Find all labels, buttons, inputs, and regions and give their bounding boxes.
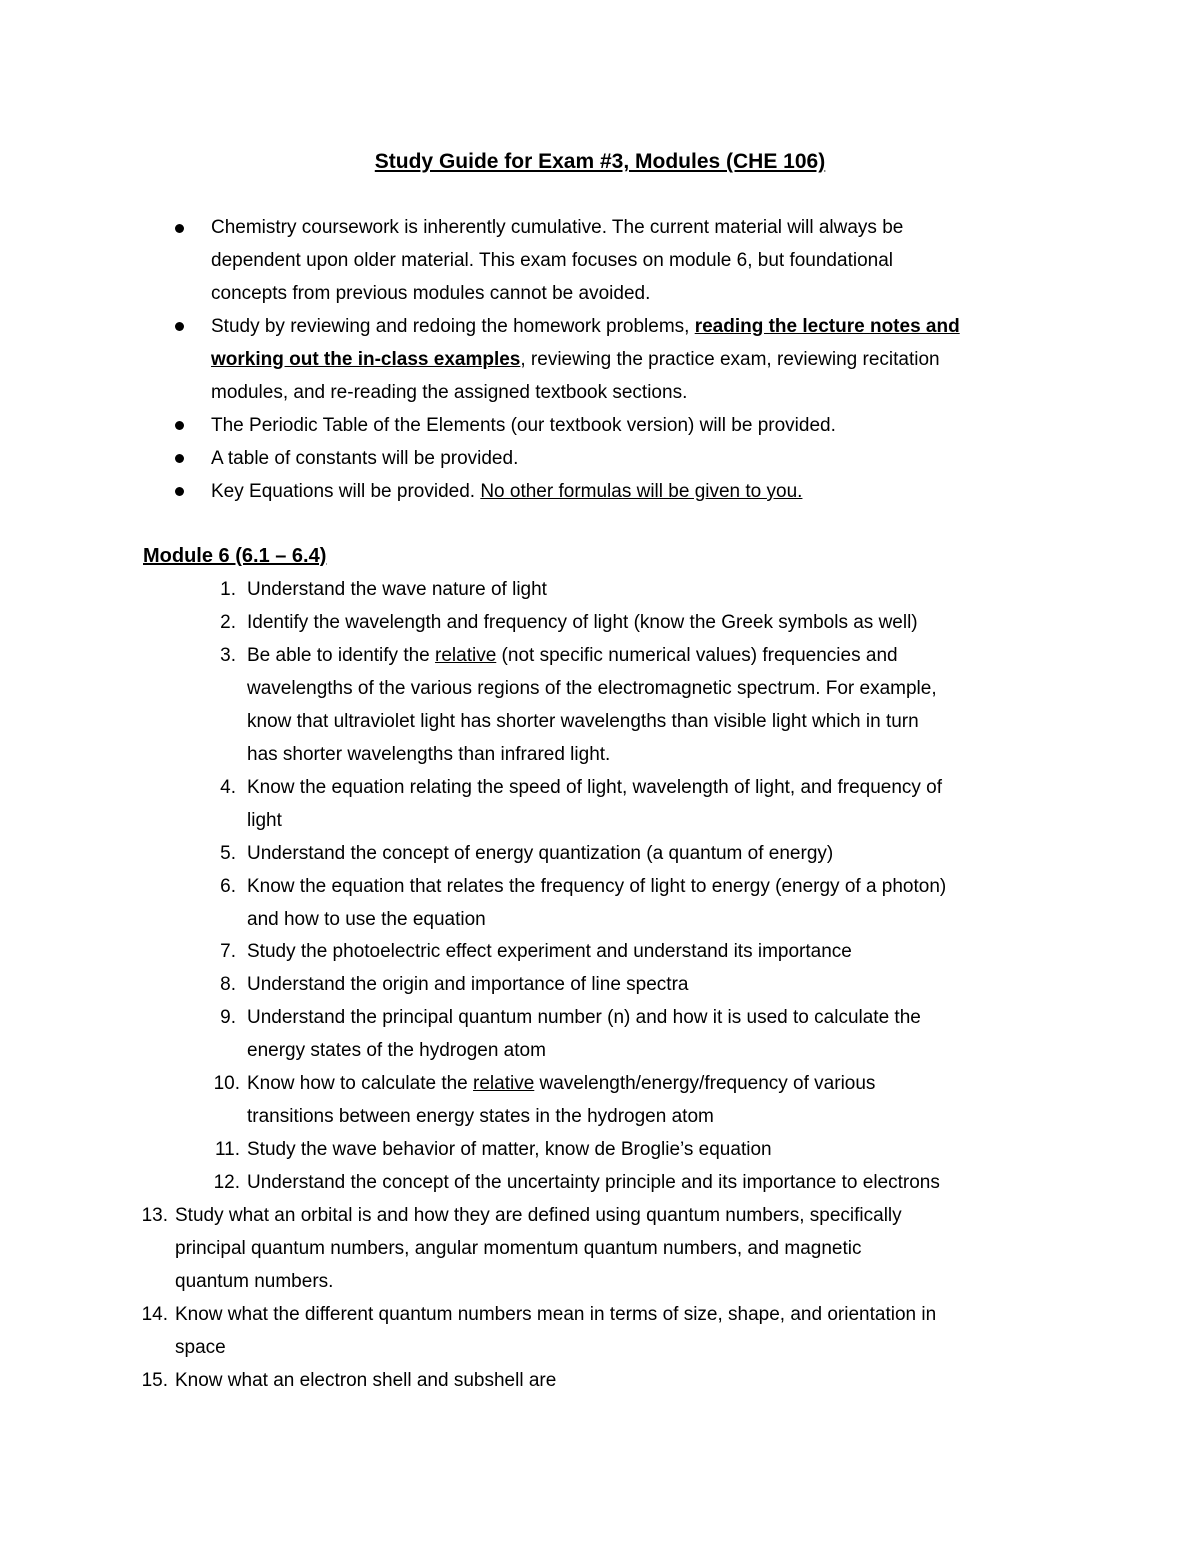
item-number: 10. xyxy=(213,1073,240,1094)
item-6-line-1: Know the equation that relates the frequency of light to energy (energy of a photon) xyxy=(247,876,947,897)
item-number: 1. xyxy=(220,579,236,600)
item-3-line-4: has shorter wavelengths than infrared light. xyxy=(247,744,611,765)
item-13-line-3: quantum numbers. xyxy=(175,1271,334,1292)
item-3-underlined: relative xyxy=(435,645,497,666)
bullet-2-emphasis-cont: working out the in-class examples xyxy=(211,349,521,370)
item-5-line-1: Understand the concept of energy quantization (a quantum of energy) xyxy=(247,843,834,864)
item-13-line-2: principal quantum numbers, angular momentum quantum numbers, and magnetic xyxy=(175,1238,862,1259)
item-3-line-2: wavelengths of the various regions of the electromagnetic spectrum. For example, xyxy=(247,678,937,699)
item-4-line-2: light xyxy=(247,810,282,831)
bullet-2-line-2 xyxy=(211,345,940,375)
item-number: 2. xyxy=(220,612,236,633)
item-4-line-1: Know the equation relating the speed of light, wavelength of light, and frequency of xyxy=(247,777,943,798)
item-number: 5. xyxy=(220,843,236,864)
item-number: 8. xyxy=(220,974,236,995)
bullet-dot xyxy=(175,421,184,430)
module-heading: Module 6 (6.1 – 6.4) xyxy=(143,545,327,567)
bullet-dot xyxy=(175,224,184,233)
item-3-pre: Be able to identify the xyxy=(247,645,436,666)
bullet-4-text: A table of constants will be provided. xyxy=(211,448,519,469)
item-11-line-1: Study the wave behavior of matter, know de Broglie’s equation xyxy=(247,1139,772,1160)
item-14-line-1: Know what the different quantum numbers mean in terms of size, shape, and orientation in xyxy=(175,1304,937,1325)
item-number: 15. xyxy=(141,1370,168,1391)
bullet-1-line-1: Chemistry coursework is inherently cumulative. The current material will always be xyxy=(211,217,904,238)
item-3-line-3: know that ultraviolet light has shorter wavelengths than visible light which in turn xyxy=(247,711,919,732)
bullet-dot xyxy=(175,454,184,463)
bullet-dot xyxy=(175,487,184,496)
item-number: 14. xyxy=(141,1304,168,1325)
bullet-5-underlined: No other formulas will be given to you. xyxy=(480,481,803,502)
item-1-line-1: Understand the wave nature of light xyxy=(247,579,547,600)
bullet-2-line-1-text: Study by reviewing and redoing the homework problems, xyxy=(211,316,695,337)
item-7-line-1: Study the photoelectric effect experiment and understand its importance xyxy=(247,941,852,962)
bullet-3-text: The Periodic Table of the Elements (our textbook version) will be provided. xyxy=(211,415,836,436)
item-number: 6. xyxy=(220,876,236,897)
item-3-line-1 xyxy=(247,641,898,671)
item-13-line-1: Study what an orbital is and how they are defined using quantum numbers, specifically xyxy=(175,1205,902,1226)
item-number: 7. xyxy=(220,941,236,962)
bullet-2-line-2-text: , reviewing the practice exam, reviewing recitation xyxy=(520,349,940,370)
bullet-1-line-2: dependent upon older material. This exam focuses on module 6, but foundational xyxy=(211,250,893,271)
bullet-5-text xyxy=(211,477,802,507)
bullet-2-line-1 xyxy=(211,312,960,342)
item-9-line-1: Understand the principal quantum number (n) and how it is used to calculate the xyxy=(247,1007,921,1028)
item-6-line-2: and how to use the equation xyxy=(247,909,486,930)
item-number: 9. xyxy=(220,1007,236,1028)
page-title: Study Guide for Exam #3, Modules (CHE 106) xyxy=(374,150,826,173)
item-10-line-1 xyxy=(247,1069,875,1099)
item-8-line-1: Understand the origin and importance of line spectra xyxy=(247,974,689,995)
item-number: 13. xyxy=(141,1205,168,1226)
item-10-underlined: relative xyxy=(473,1073,535,1094)
item-10-pre: Know how to calculate the xyxy=(247,1073,474,1094)
item-12-line-1: Understand the concept of the uncertainty principle and its importance to electrons xyxy=(247,1172,940,1193)
item-14-line-2: space xyxy=(175,1337,226,1358)
item-number: 12. xyxy=(213,1172,240,1193)
bullet-2-line-3: modules, and re-reading the assigned textbook sections. xyxy=(211,382,688,403)
item-9-line-2: energy states of the hydrogen atom xyxy=(247,1040,546,1061)
item-10-post: wavelength/energy/frequency of various xyxy=(534,1073,876,1094)
item-15-line-1: Know what an electron shell and subshell are xyxy=(175,1370,557,1391)
bullet-dot xyxy=(175,322,184,331)
item-10-line-2: transitions between energy states in the hydrogen atom xyxy=(247,1106,714,1127)
bullet-1-line-3: concepts from previous modules cannot be avoided. xyxy=(211,283,651,304)
item-3-post: (not specific numerical values) frequencies and xyxy=(496,645,898,666)
item-number: 3. xyxy=(220,645,236,666)
item-2-line-1: Identify the wavelength and frequency of light (know the Greek symbols as well) xyxy=(247,612,918,633)
item-number: 11. xyxy=(214,1139,240,1160)
bullet-5-pre: Key Equations will be provided. xyxy=(211,481,481,502)
bullet-2-emphasis: reading the lecture notes and xyxy=(694,316,960,337)
item-number: 4. xyxy=(220,777,236,798)
